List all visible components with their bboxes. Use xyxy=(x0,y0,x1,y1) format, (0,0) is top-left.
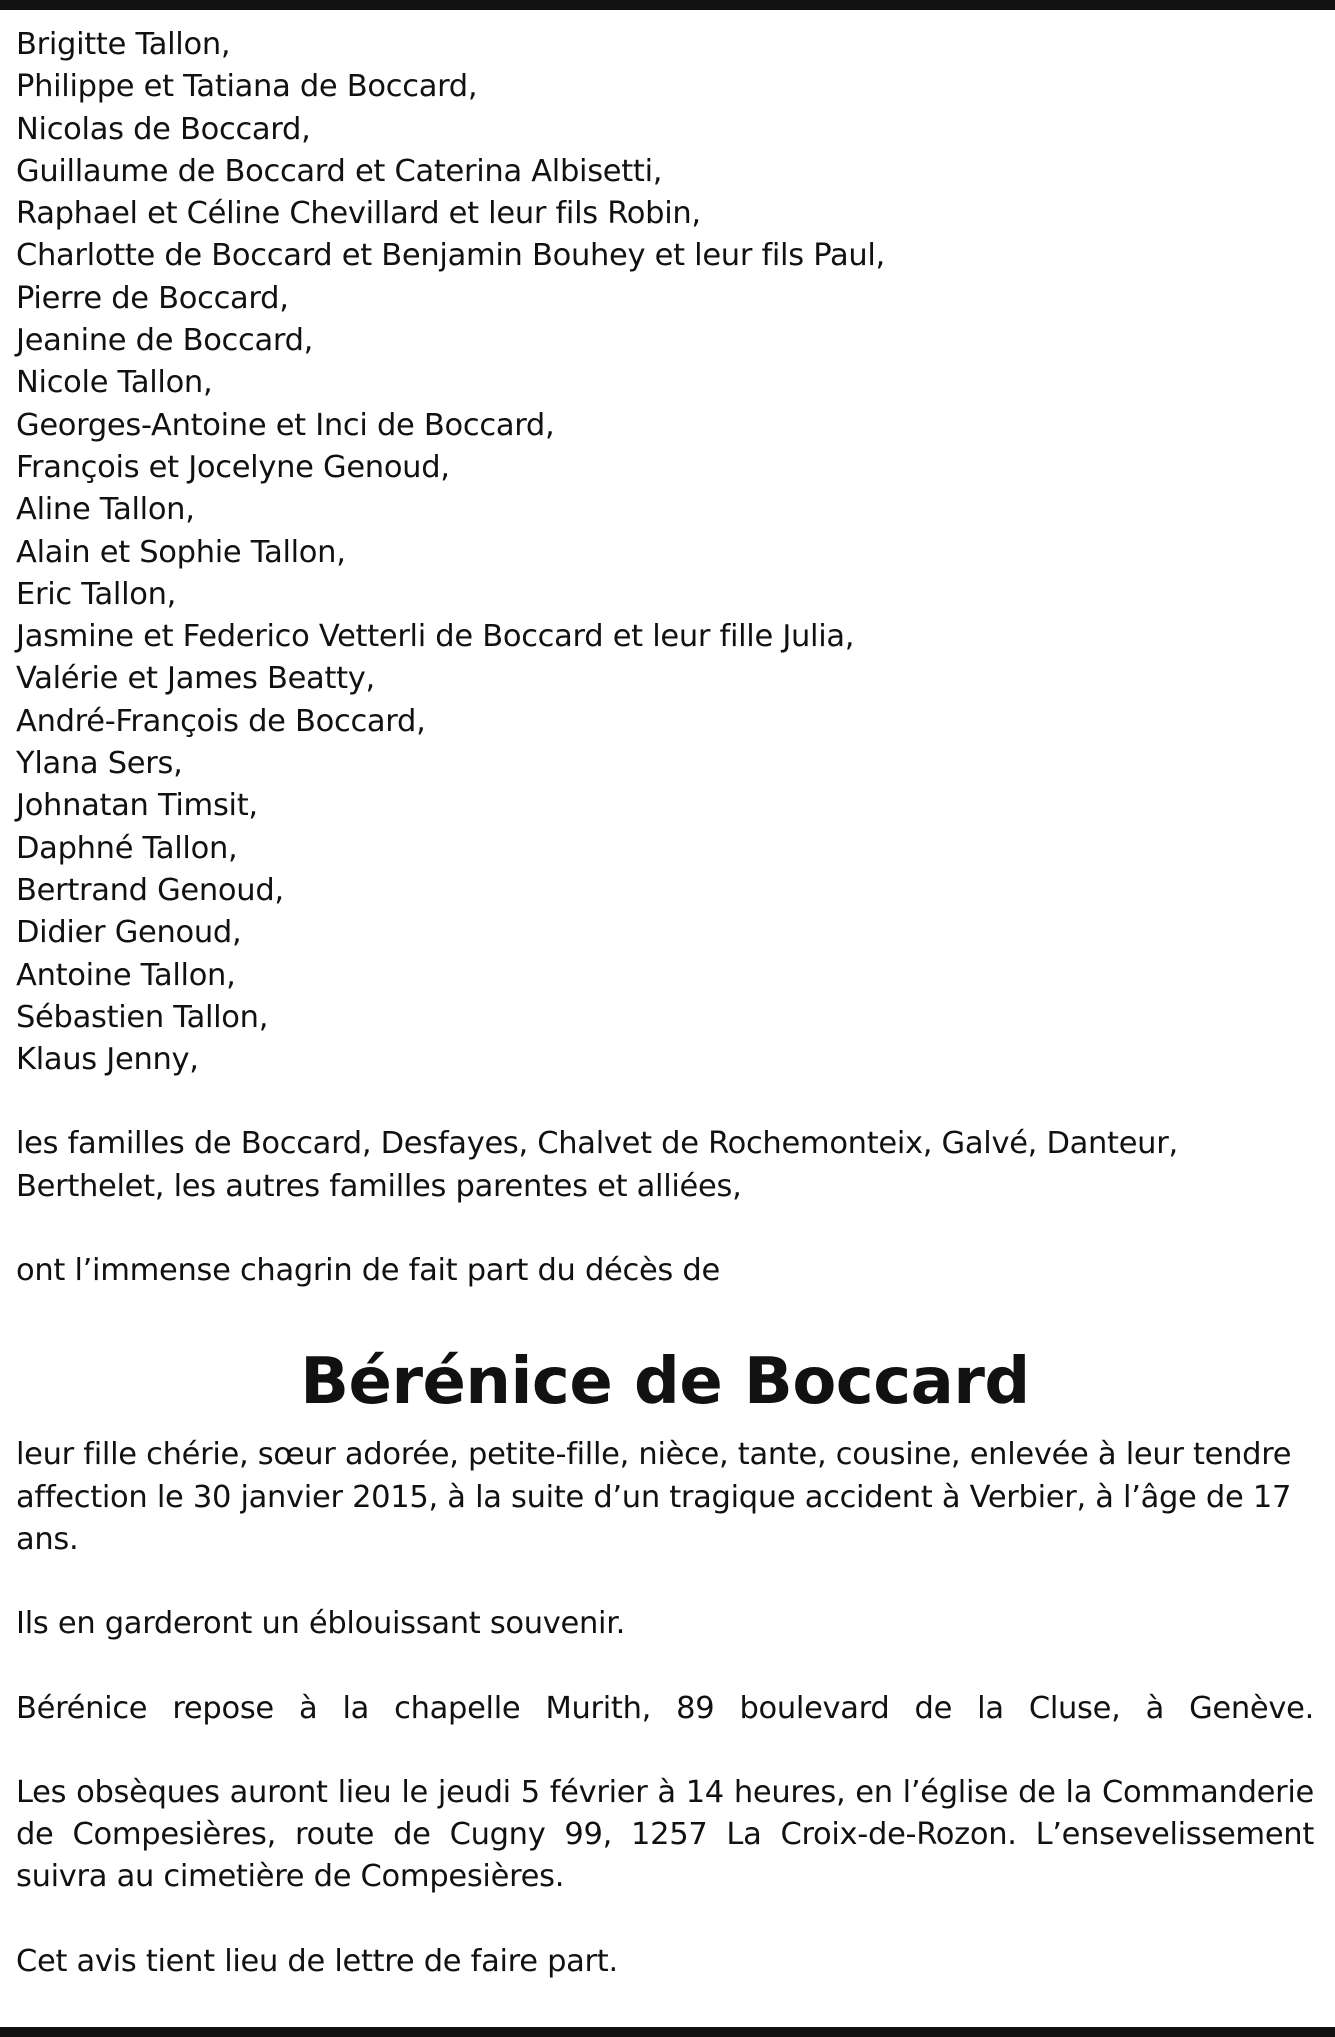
memory-line: Ils en garderont un éblouissant souvenir. xyxy=(16,1606,626,1642)
mourner-line: Johnatan Timsit, xyxy=(16,788,258,824)
mourner-line: Bertrand Genoud, xyxy=(16,872,284,908)
mourner-line: Raphael et Céline Chevillard et leur fils Robin, xyxy=(16,196,701,232)
relationship-paragraph: leur fille chérie, sœur adorée, petite-fille, nièce, tante, cousine, enlevée à leur tendre affection le 30 janvier 2015, à la suite d’un tragique accident à Verbier, à l’âge de 17 ans. xyxy=(16,1437,1292,1557)
mourner-line: Nicole Tallon, xyxy=(16,365,213,401)
mourner-line: Jasmine et Federico Vetterli de Boccard et leur fille Julia, xyxy=(16,619,855,655)
mourner-line: Brigitte Tallon, xyxy=(16,27,231,62)
mourner-line: André-François de Boccard, xyxy=(16,703,426,739)
mourner-line: Charlotte de Boccard et Benjamin Bouhey et leur fils Paul, xyxy=(16,238,885,274)
mourner-line: Guillaume de Boccard et Caterina Albisetti, xyxy=(16,153,663,189)
mourner-line: Philippe et Tatiana de Boccard, xyxy=(16,69,478,105)
families-paragraph: les familles de Boccard, Desfayes, Chalvet de Rochemonteix, Galvé, Danteur, Berthelet, les autres familles parentes et alliées, xyxy=(16,1126,1178,1204)
funeral-paragraph: Les obsèques auront lieu le jeudi 5 février à 14 heures, en l’église de la Commanderie de Compesières, route de Cugny 99, 1257 La Croix-de-Rozon. L’ensevelissement suivra au cimetière de Compesières. xyxy=(16,1774,1314,1895)
mourner-line: Eric Tallon, xyxy=(16,576,177,612)
top-border-rule xyxy=(0,0,1335,10)
mourner-line: Nicolas de Boccard, xyxy=(16,111,311,147)
mourner-line: Aline Tallon, xyxy=(16,492,195,528)
mourner-line: Ylana Sers, xyxy=(16,746,183,782)
mourner-line: Sébastien Tallon, xyxy=(16,999,269,1035)
mourner-line: Daphné Tallon, xyxy=(16,830,238,866)
closing-line: Cet avis tient lieu de lettre de faire part. xyxy=(16,1943,618,1979)
mourner-line: Jeanine de Boccard, xyxy=(16,323,314,359)
mourner-line: François et Jocelyne Genoud, xyxy=(16,449,450,485)
mourner-line: Klaus Jenny, xyxy=(16,1042,199,1078)
deceased-name-heading: Bérénice de Boccard xyxy=(300,1345,1030,1420)
repose-line: Bérénice repose à la chapelle Murith, 89 boulevard de la Cluse, à Genève. xyxy=(16,1690,1314,1726)
mourner-line: Valérie et James Beatty, xyxy=(16,661,375,697)
announcement-line: ont l’immense chagrin de fait part du décès de xyxy=(16,1253,720,1289)
mourner-line: Antoine Tallon, xyxy=(16,957,236,993)
obituary-notice xyxy=(16,24,1314,1983)
mourner-line: Pierre de Boccard, xyxy=(16,280,289,316)
bottom-border-rule xyxy=(0,2027,1335,2037)
mourner-line: Georges-Antoine et Inci de Boccard, xyxy=(16,407,555,443)
mourner-line: Alain et Sophie Tallon, xyxy=(16,534,346,570)
mourner-line: Didier Genoud, xyxy=(16,915,242,951)
mourners-list xyxy=(16,24,1314,1081)
